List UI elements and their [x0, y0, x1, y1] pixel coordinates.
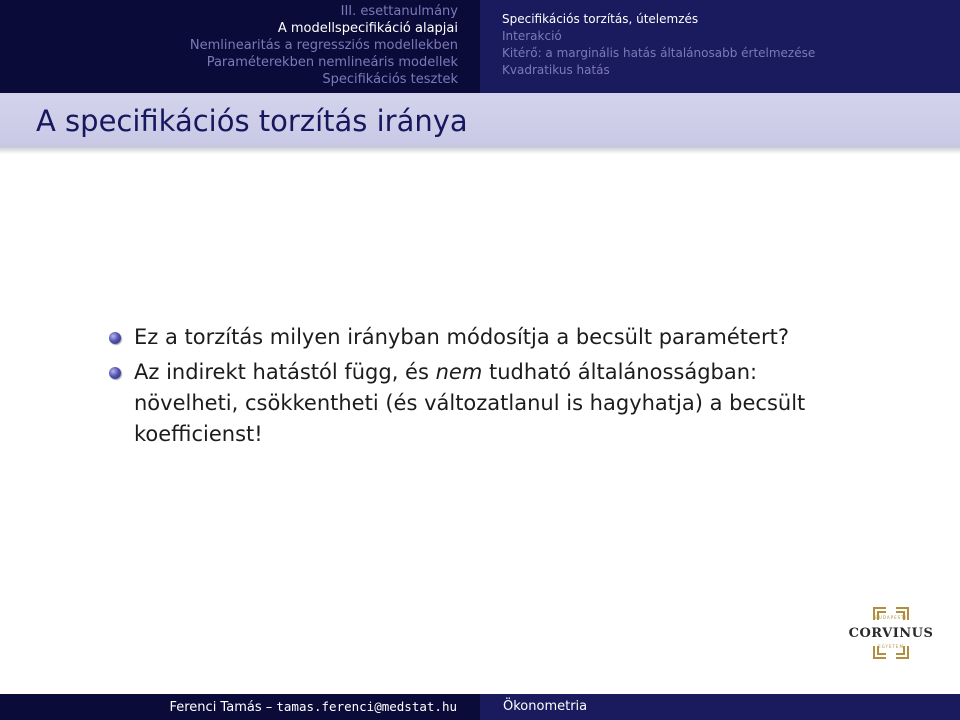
footer-course-title: Ökonometria [503, 699, 588, 714]
logo-bottom-text: EGYETEM [878, 644, 904, 649]
bullet-text: Ez a torzítás milyen irányban módosítja a becsült paramétert? [134, 325, 789, 349]
corvinus-logo [848, 606, 934, 666]
frame-title: A specifikációs torzítás iránya [36, 104, 468, 138]
section-link-nonlinear-parameters[interactable]: Paraméterekben nemlineáris modellek [206, 55, 458, 70]
section-link-case-study[interactable]: III. esettanulmány [340, 4, 458, 19]
author-email[interactable]: tamas.ferenci@medstat.hu [276, 699, 457, 714]
bullet-item [106, 322, 826, 353]
footer [0, 694, 960, 720]
footer-author-panel [0, 694, 480, 720]
subsection-link-quadratic-effect[interactable]: Kvadratikus hatás [502, 63, 610, 77]
author-name: Ferenci Tamás – [169, 700, 277, 715]
header-navigation [0, 0, 960, 93]
subsection-link-interaction[interactable]: Interakció [502, 29, 562, 43]
logo-wordmark: CORVINUS [848, 626, 934, 641]
bullet-icon [109, 367, 121, 379]
subsection-link-specification-bias[interactable]: Specifikációs torzítás, útelemzés [502, 12, 699, 26]
bullet-item [106, 357, 826, 450]
bullet-emphasis: nem [435, 360, 483, 384]
section-link-specification-tests[interactable]: Specifikációs tesztek [322, 72, 458, 87]
logo-top-text: BUDAPESTI [875, 615, 907, 620]
bullet-text-end: tudható általánosságban: növelheti, csökkentheti (és változatlanul is hagyhatja) a becsült koefficienst! [134, 360, 806, 446]
bullet-text-start: Az indirekt hatástól függ, és [134, 360, 436, 384]
bullet-list [106, 322, 826, 454]
title-bar-shadow [0, 146, 960, 154]
section-list [190, 3, 458, 88]
section-link-nonlinearity[interactable]: Nemlinearitás a regressziós modellekben [189, 38, 458, 53]
footer-author [169, 699, 457, 716]
bullet-icon [109, 332, 121, 344]
section-link-model-specification[interactable]: A modellspecifikáció alapjai [277, 21, 458, 36]
subsection-link-marginal-effect[interactable]: Kitérő: a marginális hatás általánosabb értelmezése [502, 46, 816, 60]
subsection-list [502, 11, 815, 79]
section-navigation [0, 0, 480, 93]
